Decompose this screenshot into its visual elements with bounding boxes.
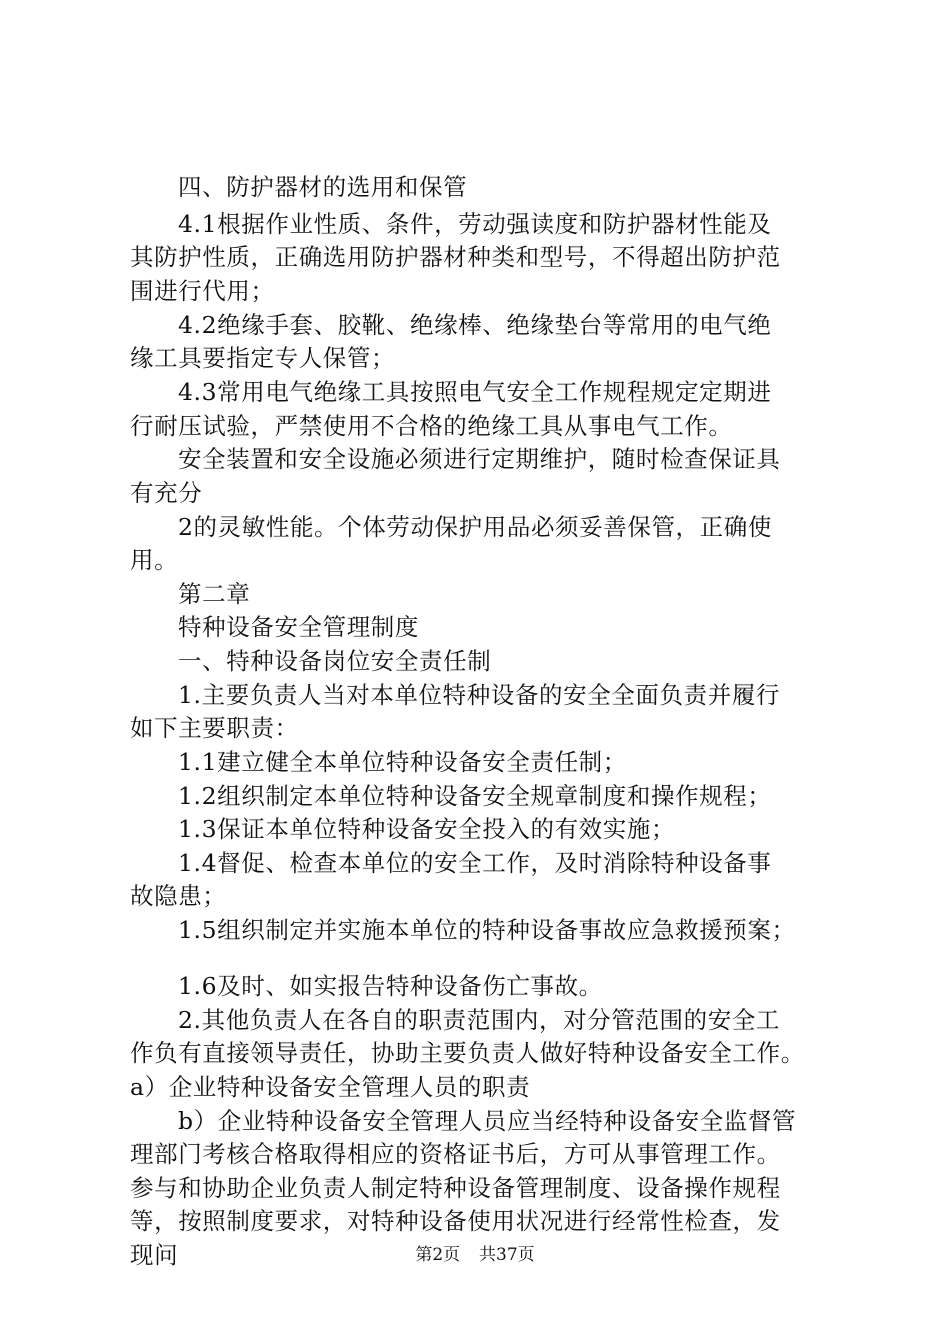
text-line: 1.主要负责人当对本单位特种设备的安全全面负责并履行: [178, 681, 781, 709]
section-heading: 四、防护器材的选用和保管: [178, 173, 468, 201]
text-line: 4.3常用电气绝缘工具按照电气安全工作规程规定定期进: [178, 378, 772, 406]
page-number: 第2页: [415, 1245, 461, 1265]
text-line: 有充分: [130, 479, 203, 507]
text-line: 1.4督促、检查本单位的安全工作，及时消除特种设备事: [178, 849, 772, 877]
text-line: 缘工具要指定专人保管；: [130, 344, 396, 372]
text-line: 作负有直接领导责任，协助主要负责人做好特种设备安全工作。: [130, 1039, 805, 1067]
text-line: 如下主要职责：: [130, 714, 299, 742]
text-line: 行耐压试验，严禁使用不合格的绝缘工具从事电气工作。: [130, 412, 733, 440]
chapter-title: 特种设备安全管理制度: [178, 613, 419, 641]
chapter-heading: 第二章: [178, 580, 251, 608]
text-line: 现问: [130, 1241, 179, 1269]
text-line: 1.5组织制定并实施本单位的特种设备事故应急救援预案；: [178, 916, 796, 944]
text-line: 理部门考核合格取得相应的资格证书后，方可从事管理工作。: [130, 1140, 781, 1168]
text-line: 安全装置和安全设施必须进行定期维护，随时检查保证具: [178, 445, 781, 473]
text-line: 1.6及时、如实报告特种设备伤亡事故。: [178, 972, 603, 1000]
text-line: 故隐患；: [130, 882, 227, 910]
text-line: 4.2绝缘手套、胶靴、绝缘棒、绝缘垫台等常用的电气绝: [178, 311, 772, 339]
page-total: 共37页: [479, 1245, 535, 1265]
text-line: a）企业特种设备安全管理人员的职责: [130, 1073, 531, 1101]
page-footer: [0, 1244, 950, 1266]
text-line: 1.1建立健全本单位特种设备安全责任制；: [178, 748, 627, 776]
text-line: 其防护性质，正确选用防护器材种类和型号，不得超出防护范: [130, 243, 781, 271]
text-line: 2.其他负责人在各自的职责范围内，对分管范围的安全工: [178, 1006, 781, 1034]
text-line: 参与和协助企业负责人制定特种设备管理制度、设备操作规程: [130, 1174, 781, 1202]
text-line: 用。: [130, 546, 179, 574]
text-line: b）企业特种设备安全管理人员应当经特种设备安全监督管: [178, 1107, 797, 1135]
text-line: 2的灵敏性能。个体劳动保护用品必须妥善保管，正确使: [178, 513, 772, 541]
text-line: 1.3保证本单位特种设备安全投入的有效实施；: [178, 815, 676, 843]
text-line: 围进行代用；: [130, 277, 275, 305]
text-line: 1.2组织制定本单位特种设备安全规章制度和操作规程；: [178, 782, 772, 810]
text-line: 等，按照制度要求，对特种设备使用状况进行经常性检查，发: [130, 1207, 781, 1235]
text-line: 4.1根据作业性质、条件，劳动强读度和防护器材性能及: [178, 210, 772, 238]
section-heading: 一、特种设备岗位安全责任制: [178, 647, 492, 675]
